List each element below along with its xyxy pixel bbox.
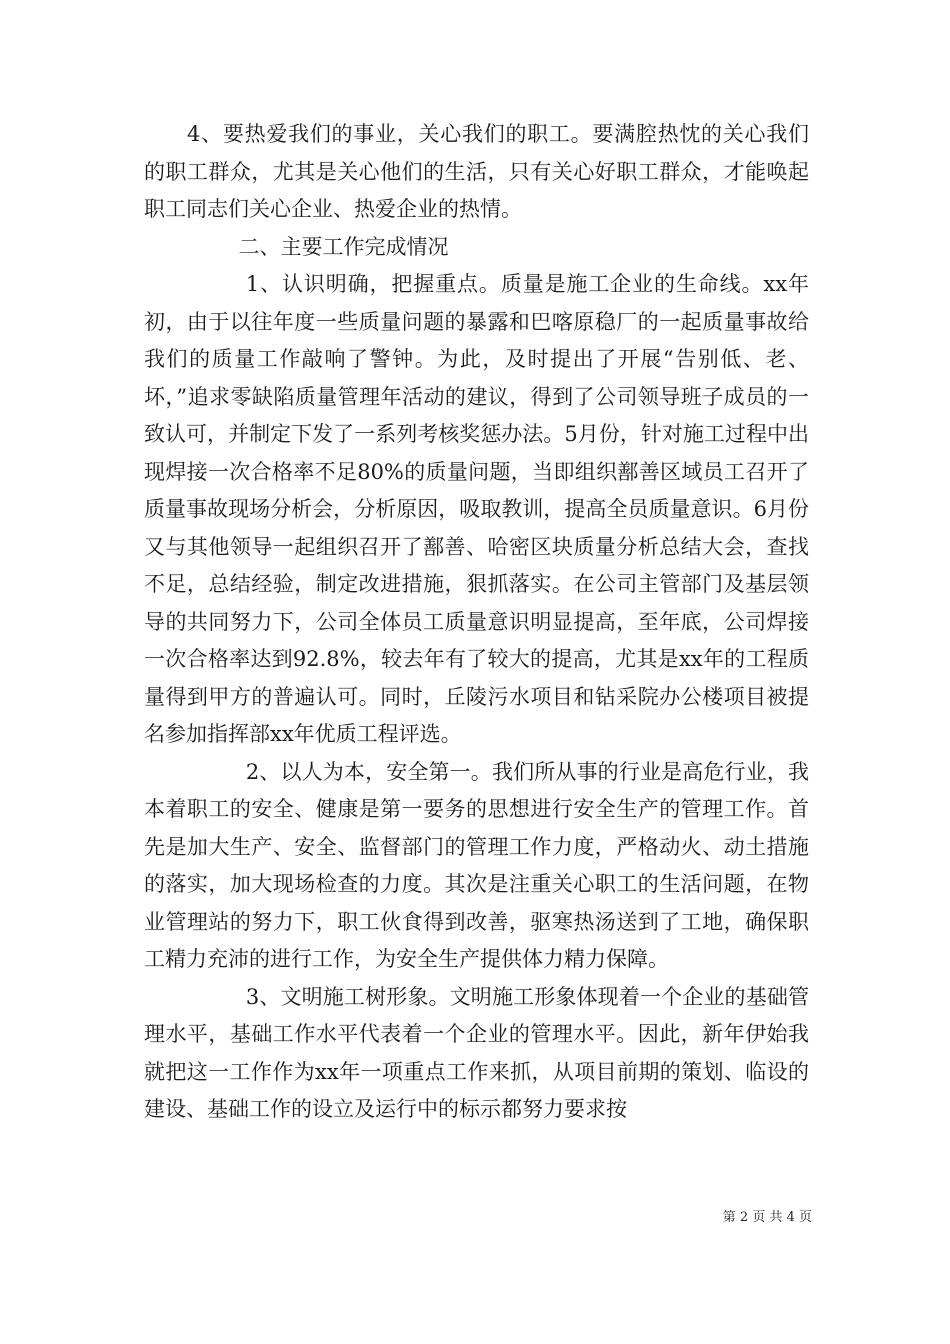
paragraph-item-1-quality: 1、认识明确，把握重点。质量是施工企业的生命线。xx年初，由于以往年度一些质量问题的暴露和巴喀原稳厂的一起质量事故给我们的质量工作敲响了警钟。为此，及时提出了开展“告别低、老、坏，”追求零缺陷质量管理年活动的建议，得到了公司领导班子成员的一致认可，并制定下发了一系列考核奖惩办法。5月份，针对施工过程中出现焊接一次合格率不足80%的质量问题，当即组织鄯善区域员工召开了质量事故现场分析会，分析原因，吸取教训，提高全员质量意识。6月份又与其他领导一起组织召开了鄯善、哈密区块质量分析总结大会，查找不足，总结经验，制定改进措施，狠抓落实。在公司主管部门及基层领导的共同努力下，公司全体员工质量意识明显提高，至年底，公司焊接一次合格率达到92.8%，较去年有了较大的提高，尤其是xx年的工程质量得到甲方的普遍认可。同时，丘陵污水项目和钻采院办公楼项目被提名参加指挥部xx年优质工程评选。 xyxy=(144,272,809,746)
paragraph-item-3-civilized-construction: 3、文明施工树形象。文明施工形象体现着一个企业的基础管理水平，基础工作水平代表着一个企业的管理水平。因此，新年伊始我就把这一工作作为xx年一项重点工作来抓，从项目前期的策划、临设的建设、基础工作的设立及运行中的标示都努力要求按 xyxy=(144,984,809,1121)
section-heading-main-work: 二、主要工作完成情况 xyxy=(238,234,449,259)
page-number-footer: 第 2 页 共 4 页 xyxy=(722,1210,812,1225)
paragraph-item-2-safety: 2、以人为本，安全第一。我们所从事的行业是高危行业，我本着职工的安全、健康是第一要务的思想进行安全生产的管理工作。首先是加大生产、安全、监督部门的管理工作力度，严格动火、动土措施的落实，加大现场检查的力度。其次是注重关心职工的生活问题，在物业管理站的努力下，职工伙食得到改善，驱寒热汤送到了工地，确保职工精力充沛的进行工作，为安全生产提供体力精力保障。 xyxy=(144,759,809,971)
paragraph-point-4: 4、要热爱我们的事业，关心我们的职工。要满腔热忱的关心我们的职工群众，尤其是关心他们的生活，只有关心好职工群众，才能唤起职工同志们关心企业、热爱企业的热情。 xyxy=(144,122,809,221)
document-body xyxy=(144,116,809,1129)
